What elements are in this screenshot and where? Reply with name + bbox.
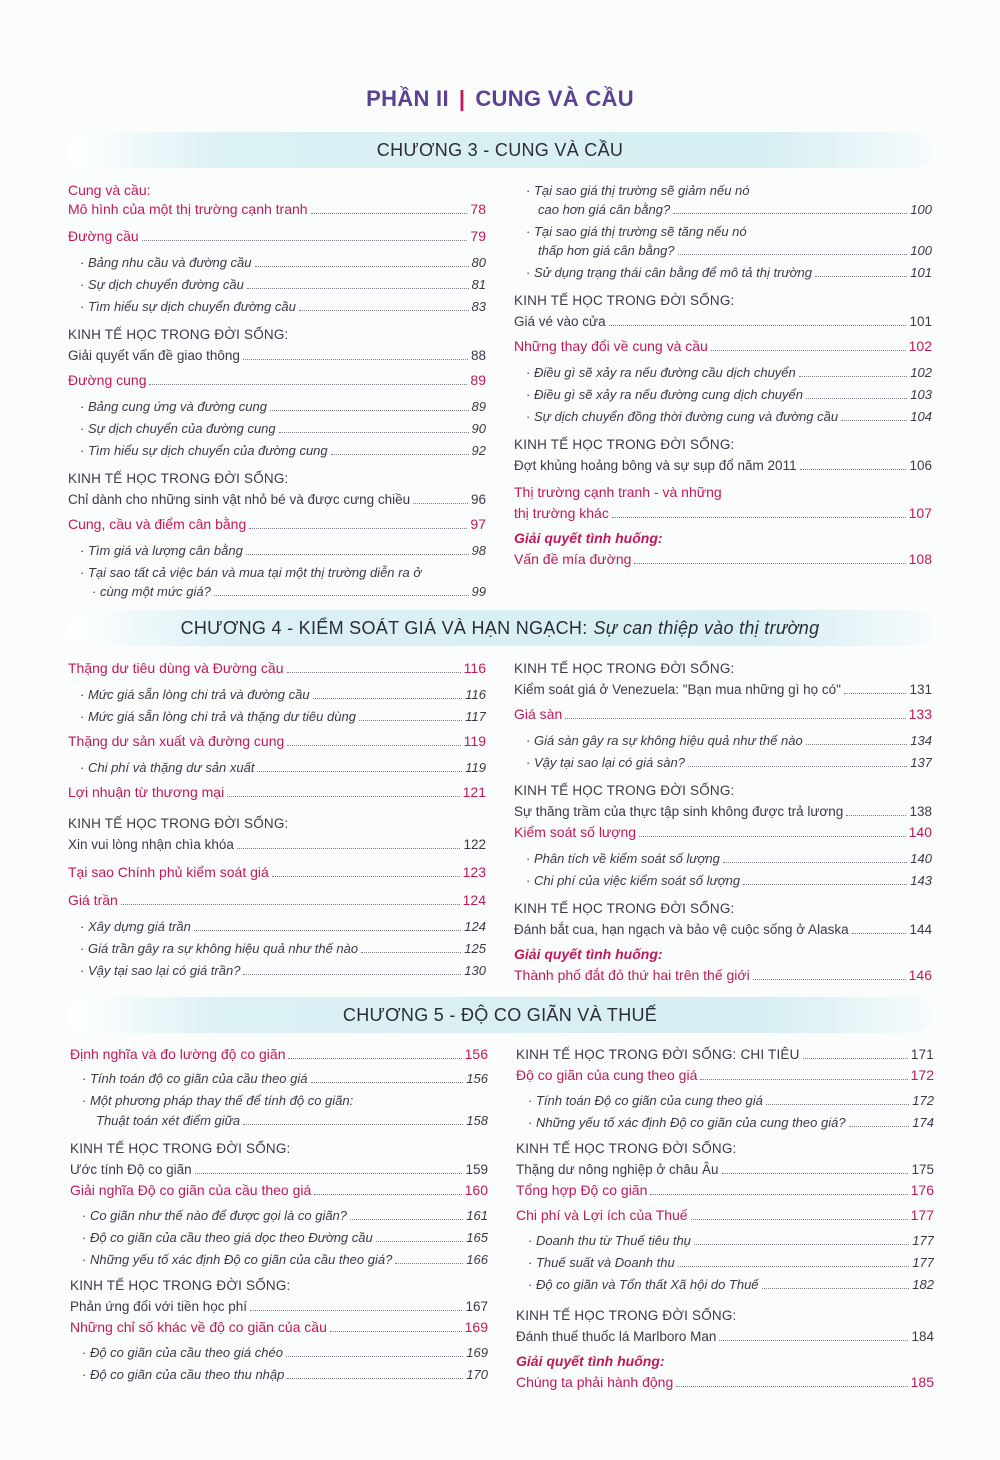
chapter-3-title: CHƯƠNG 3 - CUNG VÀ CẦU — [376, 139, 624, 160]
toc-subentry[interactable]: · Sự dịch chuyển của đường cung 90 — [68, 420, 486, 437]
toc-entry[interactable]: Kiểm soát giá ở Venezuela: "Bạn mua những gì họ có" 131 — [514, 682, 932, 697]
toc-subentry[interactable]: · Mức giá sẵn lòng chi trả và đường cầu 116 — [68, 686, 486, 703]
toc-entry[interactable]: Giải nghĩa Độ co giãn của cầu theo giá 160 — [70, 1182, 488, 1198]
case-study-heading: Giải quyết tình huống: — [516, 1353, 665, 1369]
toc-subentry[interactable]: · Vậy tại sao lại có giá sàn? 137 — [514, 754, 932, 771]
toc-subentry[interactable]: · Độ co giãn của cầu theo giá chéo 169 — [70, 1344, 488, 1361]
toc-entry[interactable]: Đường cung 89 — [68, 372, 486, 388]
chapter-3-left-column — [68, 180, 486, 600]
toc-entry[interactable]: KINH TẾ HỌC TRONG ĐỜI SỐNG: CHI TIÊU 171 — [516, 1047, 934, 1062]
toc-section-heading: KINH TẾ HỌC TRONG ĐỜI SỐNG: — [514, 293, 735, 308]
toc-entry[interactable]: Thặng dư nông nghiệp ở châu Âu 175 — [516, 1162, 934, 1177]
toc-subentry[interactable]: · Tính toán Độ co giãn của cung theo giá 172 — [516, 1092, 934, 1109]
toc-subentry[interactable]: · Giá sàn gây ra sự không hiệu quả như thế nào 134 — [514, 732, 932, 749]
toc-entry[interactable]: Cung và cầu: — [68, 182, 151, 198]
toc-section-heading: KINH TẾ HỌC TRONG ĐỜI SỐNG: — [516, 1141, 737, 1156]
toc-entry-continued[interactable]: thị trường khác 107 — [514, 505, 932, 521]
toc-section-heading: KINH TẾ HỌC TRONG ĐỜI SỐNG: — [514, 437, 735, 452]
chapter-4-subtitle: Sự can thiệp vào thị trường — [593, 617, 820, 638]
toc-entry[interactable]: Đường cầu 79 — [68, 228, 486, 244]
toc-entry[interactable]: Sự thăng trầm của thực tập sinh không được trả lương 138 — [514, 804, 932, 819]
toc-subentry[interactable]: · Độ co giãn của cầu theo giá dọc theo Đường cầu 165 — [70, 1229, 488, 1246]
toc-entry[interactable]: Kiểm soát số lượng 140 — [514, 824, 932, 840]
chapter-4-title: CHƯƠNG 4 - KIỂM SOÁT GIÁ VÀ HẠN NGẠCH: — [180, 617, 588, 638]
toc-subentry[interactable]: · Tìm giá và lượng cân bằng 98 — [68, 542, 486, 559]
toc-subentry[interactable]: · Co giãn như thế nào để được gọi là co giãn? 161 — [70, 1207, 488, 1224]
toc-entry[interactable]: Cung, cầu và điểm cân bằng 97 — [68, 516, 486, 532]
toc-section-heading: KINH TẾ HỌC TRONG ĐỜI SỐNG: — [70, 1278, 291, 1293]
toc-entry[interactable]: Tổng hợp Độ co giãn 176 — [516, 1182, 934, 1198]
toc-subentry[interactable]: · Tại sao giá thị trường sẽ tăng nếu nó — [514, 223, 932, 240]
toc-subentry[interactable]: · Thuế suất và Doanh thu 177 — [516, 1254, 934, 1271]
toc-entry[interactable]: Giải quyết vấn đề giao thông 88 — [68, 348, 486, 363]
toc-entry[interactable]: Thặng dư tiêu dùng và Đường cầu 116 — [68, 660, 486, 676]
case-study-heading: Giải quyết tình huống: — [514, 946, 663, 962]
toc-section-heading: KINH TẾ HỌC TRONG ĐỜI SỐNG: — [514, 661, 735, 676]
toc-subentry-continued[interactable]: thấp hơn giá cân bằng? 100 — [538, 243, 932, 258]
case-study-heading: Giải quyết tình huống: — [514, 530, 663, 546]
chapter-4-left-column — [68, 658, 486, 979]
chapter-4-right-column — [514, 658, 932, 984]
toc-entry[interactable]: Ước tính Độ co giãn 159 — [70, 1162, 488, 1177]
toc-section-heading: KINH TẾ HỌC TRONG ĐỜI SỐNG: — [514, 783, 735, 798]
toc-subentry[interactable]: · Những yếu tố xác định Độ co giãn của cầu theo giá? 166 — [70, 1251, 488, 1268]
toc-section-heading: KINH TẾ HỌC TRONG ĐỜI SỐNG: — [68, 327, 289, 342]
toc-subentry[interactable]: · Tìm hiểu sự dịch chuyển của đường cung 92 — [68, 442, 486, 459]
toc-subentry[interactable]: · Chi phí và thặng dư sản xuất 119 — [68, 759, 486, 776]
toc-entry[interactable]: Thị trường cạnh tranh - và những — [514, 484, 722, 500]
toc-subentry[interactable]: · Một phương pháp thay thế để tính độ co giãn: — [70, 1092, 488, 1109]
toc-entry[interactable]: Đánh bắt cua, hạn ngạch và bảo vệ cuộc sống ở Alaska 144 — [514, 922, 932, 937]
toc-entry[interactable]: Những chỉ số khác về độ co giãn của cầu 169 — [70, 1319, 488, 1335]
toc-subentry[interactable]: · Bảng nhu cầu và đường cầu 80 — [68, 254, 486, 271]
toc-subentry[interactable]: · Tại sao giá thị trường sẽ giảm nếu nó — [514, 182, 932, 199]
toc-subentry[interactable]: · Tìm hiểu sự dịch chuyển đường cầu 83 — [68, 298, 486, 315]
chapter-3-right-column — [514, 180, 932, 568]
chapter-5-left-column — [70, 1044, 488, 1383]
toc-entry[interactable]: Đánh thuế thuốc lá Marlboro Man 184 — [516, 1329, 934, 1344]
toc-subentry[interactable]: · Sự dịch chuyển đường cầu 81 — [68, 276, 486, 293]
toc-subentry[interactable]: · Điều gì sẽ xảy ra nếu đường cung dịch chuyển 103 — [514, 386, 932, 403]
toc-subentry[interactable]: · Độ co giãn và Tổn thất Xã hội do Thuế 182 — [516, 1276, 934, 1293]
toc-subentry[interactable]: · Bảng cung ứng và đường cung 89 — [68, 398, 486, 415]
chapter-5-title: CHƯƠNG 5 - ĐỘ CO GIÃN VÀ THUẾ — [342, 1004, 658, 1025]
chapter-5-header — [68, 997, 932, 1033]
toc-section-heading: KINH TẾ HỌC TRONG ĐỜI SỐNG: — [514, 901, 735, 916]
toc-entry[interactable]: Lợi nhuận từ thương mại 121 — [68, 784, 486, 800]
toc-subentry[interactable]: · Vậy tại sao lại có giá trần? 130 — [68, 962, 486, 979]
toc-entry[interactable]: Độ co giãn của cung theo giá 172 — [516, 1067, 934, 1083]
toc-subentry[interactable]: · Giá trần gây ra sự không hiệu quả như thế nào 125 — [68, 940, 486, 957]
toc-subentry[interactable]: · Xây dựng giá trần 124 — [68, 918, 486, 935]
toc-entry[interactable]: Chi phí và Lợi ích của Thuế 177 — [516, 1207, 934, 1223]
toc-subentry-continued[interactable]: Thuật toán xét điểm giữa 158 — [96, 1113, 488, 1128]
chapter-5-right-column — [516, 1044, 934, 1391]
chapter-3-header — [68, 132, 932, 168]
toc-entry[interactable]: Thặng dư sản xuất và đường cung 119 — [68, 733, 486, 749]
toc-entry[interactable]: Đợt khủng hoảng bông và sự sụp đổ năm 2011 106 — [514, 458, 932, 473]
toc-subentry[interactable]: · Tại sao tất cả việc bán và mua tại một thị trường diễn ra ở — [68, 564, 486, 581]
toc-section-heading: KINH TẾ HỌC TRONG ĐỜI SỐNG: — [516, 1308, 737, 1323]
toc-subentry[interactable]: · Điều gì sẽ xảy ra nếu đường cầu dịch chuyển 102 — [514, 364, 932, 381]
toc-entry[interactable]: Chúng ta phải hành động 185 — [516, 1374, 934, 1390]
toc-subentry[interactable]: · Tính toán độ co giãn của cầu theo giá 156 — [70, 1070, 488, 1087]
toc-section-heading: KINH TẾ HỌC TRONG ĐỜI SỐNG: — [68, 471, 289, 486]
toc-subentry[interactable]: · Sử dụng trạng thái cân bằng để mô tả thị trường 101 — [514, 264, 932, 281]
toc-entry[interactable]: Giá sàn 133 — [514, 706, 932, 722]
part-label: PHẦN II — [366, 86, 449, 111]
toc-entry[interactable]: Thành phố đắt đỏ thứ hai trên thế giới 146 — [514, 967, 932, 983]
toc-entry[interactable]: Chỉ dành cho những sinh vật nhỏ bé và được cưng chiều 96 — [68, 492, 486, 507]
toc-subentry[interactable]: · Doanh thu từ Thuế tiêu thụ 177 — [516, 1232, 934, 1249]
toc-entry[interactable]: Phản ứng đối với tiền học phí 167 — [70, 1299, 488, 1314]
toc-subentry[interactable]: · Mức giá sẵn lòng chi trả và thặng dư tiêu dùng 117 — [68, 708, 486, 725]
toc-section-heading: KINH TẾ HỌC TRONG ĐỜI SỐNG: — [70, 1141, 291, 1156]
toc-subentry[interactable]: · Độ co giãn của cầu theo thu nhập 170 — [70, 1366, 488, 1383]
toc-section-heading: KINH TẾ HỌC TRONG ĐỜI SỐNG: — [68, 816, 289, 831]
toc-entry[interactable]: Giá vé vào cửa 101 — [514, 314, 932, 329]
part-separator: | — [458, 86, 466, 111]
toc-subentry[interactable]: · Những yếu tố xác định Độ co giãn của cung theo giá? 174 — [516, 1114, 934, 1131]
chapter-4-header — [68, 610, 932, 646]
part-title — [0, 86, 1000, 112]
toc-subentry[interactable]: · Sự dịch chuyển đồng thời đường cung và đường cầu 104 — [514, 408, 932, 425]
toc-subentry[interactable]: · Phân tích về kiểm soát số lượng 140 — [514, 850, 932, 867]
toc-subentry-continued[interactable]: · cùng một mức giá? 99 — [68, 583, 486, 600]
toc-entry[interactable]: Vấn đề mía đường 108 — [514, 551, 932, 567]
toc-entry[interactable]: Tại sao Chính phủ kiểm soát giá 123 — [68, 864, 486, 880]
toc-entry[interactable]: Mô hình của một thị trường cạnh tranh 78 — [68, 201, 486, 217]
part-name: CUNG VÀ CẦU — [475, 86, 634, 111]
toc-entry[interactable]: Xin vui lòng nhận chìa khóa 122 — [68, 837, 486, 852]
toc-entry[interactable]: Giá trần 124 — [68, 892, 486, 908]
toc-subentry-continued[interactable]: cao hơn giá cân bằng? 100 — [538, 202, 932, 217]
toc-subentry[interactable]: · Chi phí của việc kiểm soát số lượng 143 — [514, 872, 932, 889]
toc-entry[interactable]: Những thay đổi về cung và cầu 102 — [514, 338, 932, 354]
toc-entry[interactable]: Định nghĩa và đo lường độ co giãn 156 — [70, 1046, 488, 1062]
